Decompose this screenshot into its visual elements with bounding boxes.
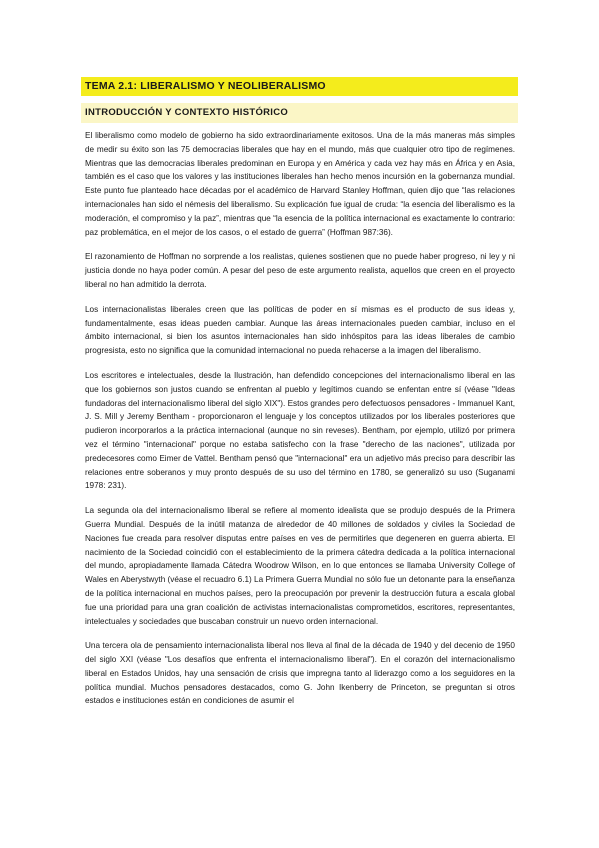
paragraph-5: La segunda ola del internacionalismo liberal se refiere al momento idealista que se produjo después de la Primera Guerra Mundial. Después de la inútil matanza de alrededor de 40 millones de soldados y civiles la Sociedad de Naciones fue creada para resolver disputas entre países en ves de permitirles que degeneren en guerra abierta. El nacimiento de la Sociedad coincidió con el establecimiento de la primera cátedra dedicada a la política internacional del mundo, apropiadamente llamada Cátedra Woodrow Wilson, en lo que entonces se llamaba University College of Wales en Aberystwyth (véase el recuadro 6.1) La Primera Guerra Mundial no sólo fue un detonante para la enseñanza de la política internacional en muchos países, pero la preocupación por prevenir la destrucción futura a escala global fue una prioridad para una gran coalición de activistas internacionalistas comprometidos, escritores, representantes, intelectuales y sociedades que buscaban construir un nuevo orden internacional. (85, 506, 515, 626)
paragraph-6: Una tercera ola de pensamiento internacionalista liberal nos lleva al final de la década de 1940 y del decenio de 1950 del siglo XXI (véase "Los desafíos que enfrenta el internacionalismo liberal"). En el corazón del internacionalismo liberal en Estados Unidos, hay una sensación de crisis que impregna tanto al liderazgo como a los seguidores en la política mundial. Muchos pensadores destacados, como G. John Ikenberry de Princeton, se preguntan si otros estados e instituciones están en condiciones de asumir el (85, 641, 515, 706)
paragraph-2: El razonamiento de Hoffman no sorprende a los realistas, quienes sostienen que no puede haber progreso, ni ley y ni justicia donde no haya poder común. A pesar del peso de este argumento realista, aquellos que creen en el proyecto liberal no han admitido la derrota. (85, 252, 515, 289)
document-body (85, 129, 515, 719)
paragraph-4: Los escritores e intelectuales, desde la Ilustración, han defendido concepciones del internacionalismo liberal en las que los gobiernos son justos cuando se enfrentan al pueblo y legítimos cuando se enfentan entre sí (véase "Ideas fundadoras del internacionalismo liberal del siglo XIX"). Estos grandes pero defectuosos pensadores - Immanuel Kant, J. S. Mill y Jeremy Bentham - proporcionaron el lenguaje y los conceptos utilizados por los liberales posteriores que pudieron incorporarlos a la práctica internacional (aunque no sin reveses). Bentham, por ejemplo, utilizó por primera vez el término "internacional" porque no estaba satisfecho con la frase "derecho de las naciones", utilizada por predecesores como Eimer de Vattel. Bentham pensó que "internacional" era un adjetivo más preciso para describir las relaciones entre soberanos y muy pronto después de su uso del término en 1780, se generalizó su uso (Suganami 1978: 231). (85, 370, 515, 491)
section-subtitle: INTRODUCCIÓN Y CONTEXTO HISTÓRICO (81, 103, 518, 123)
paragraph-3: Los internacionalistas liberales creen que las políticas de poder en sí mismas es el producto de sus ideas y, fundamentalmente, esas ideas pueden cambiar. Aunque las áreas internacionales pueden cambiar, incluso en el ámbito internacional, si bien los asuntos internacionales han sido inhóspitos para las ideas liberales de cambio progresista, esto no significa que la comunidad internacional no pueda rehacerse a la imagen del liberalismo. (85, 304, 515, 356)
section-title: TEMA 2.1: LIBERALISMO Y NEOLIBERALISMO (81, 77, 518, 96)
paragraph-1: El liberalismo como modelo de gobierno ha sido extraordinariamente exitosos. Una de la más maneras más simples de medir su éxito son las 75 democracias liberales que hay en el mundo, más que cualquier otro tipo de regímenes. Mientras que las democracias liberales predominan en Europa y en América y cada vez hay más en África y en Asia, también es el caso que los valores y las instituciones liberales han hecho menos incursión en la gobernanza mundial. Este punto fue planteado hace décadas por el académico de Harvard Stanley Hoffman, quien dijo que “las relaciones internacionales han sido el némesis del liberalismo. Su explicación fue igual de cruda: “la esencia del liberalismo es la moderación, el compromiso y la paz”, mientras que “la esencia de la política internacional es exactamente lo contrario: paz problemática, en el mejor de los casos, o el estado de guerra” (Hoffman 987:36). (85, 131, 515, 237)
